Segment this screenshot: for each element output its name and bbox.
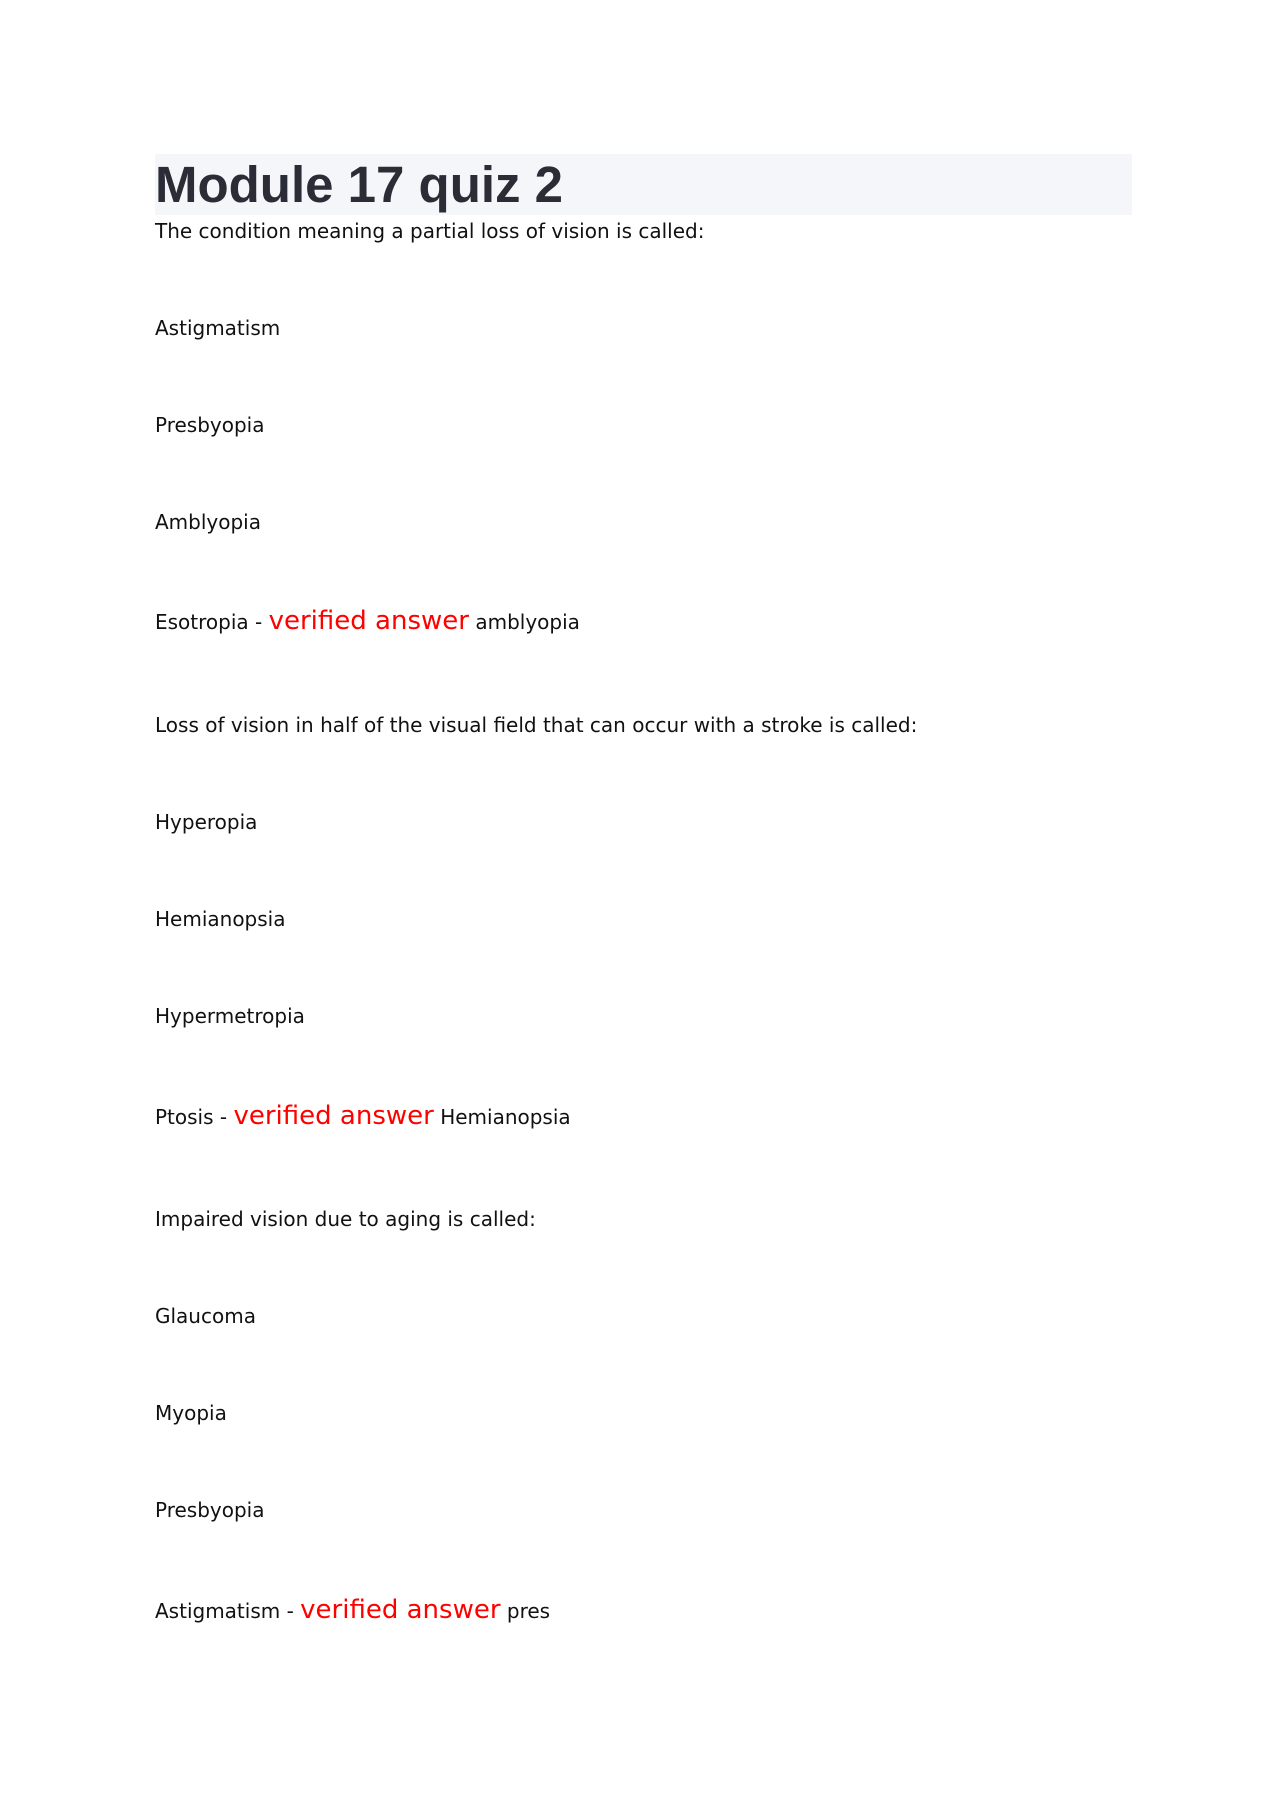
page-title: Module 17 quiz 2 bbox=[155, 156, 564, 213]
verified-answer-label: verified answer bbox=[300, 1595, 501, 1625]
question-1-option-4: Esotropia - bbox=[155, 610, 263, 634]
question-3-answer: pres bbox=[506, 1599, 551, 1623]
question-1-option-2: Presbyopia bbox=[155, 413, 265, 437]
question-3-answer-line bbox=[155, 1597, 550, 1624]
question-2-option-2: Hemianopsia bbox=[155, 907, 286, 931]
question-3-option-1: Glaucoma bbox=[155, 1304, 256, 1328]
question-3-option-2: Myopia bbox=[155, 1401, 227, 1425]
verified-answer-label: verified answer bbox=[268, 606, 469, 636]
question-2-answer: Hemianopsia bbox=[440, 1105, 571, 1129]
question-3-option-3: Presbyopia bbox=[155, 1498, 265, 1522]
question-3-prompt: Impaired vision due to aging is called: bbox=[155, 1207, 536, 1231]
question-2-option-4: Ptosis - bbox=[155, 1105, 228, 1129]
question-1-option-1: Astigmatism bbox=[155, 316, 281, 340]
question-3-option-4: Astigmatism - bbox=[155, 1599, 294, 1623]
question-2-option-1: Hyperopia bbox=[155, 810, 258, 834]
question-2-answer-line bbox=[155, 1103, 571, 1130]
question-1-answer-line bbox=[155, 608, 580, 635]
question-1-answer: amblyopia bbox=[475, 610, 580, 634]
question-1-prompt: The condition meaning a partial loss of vision is called: bbox=[155, 219, 705, 243]
question-2-prompt: Loss of vision in half of the visual field that can occur with a stroke is called: bbox=[155, 713, 918, 737]
verified-answer-label: verified answer bbox=[233, 1101, 434, 1131]
question-1-option-3: Amblyopia bbox=[155, 510, 261, 534]
question-2-option-3: Hypermetropia bbox=[155, 1004, 305, 1028]
